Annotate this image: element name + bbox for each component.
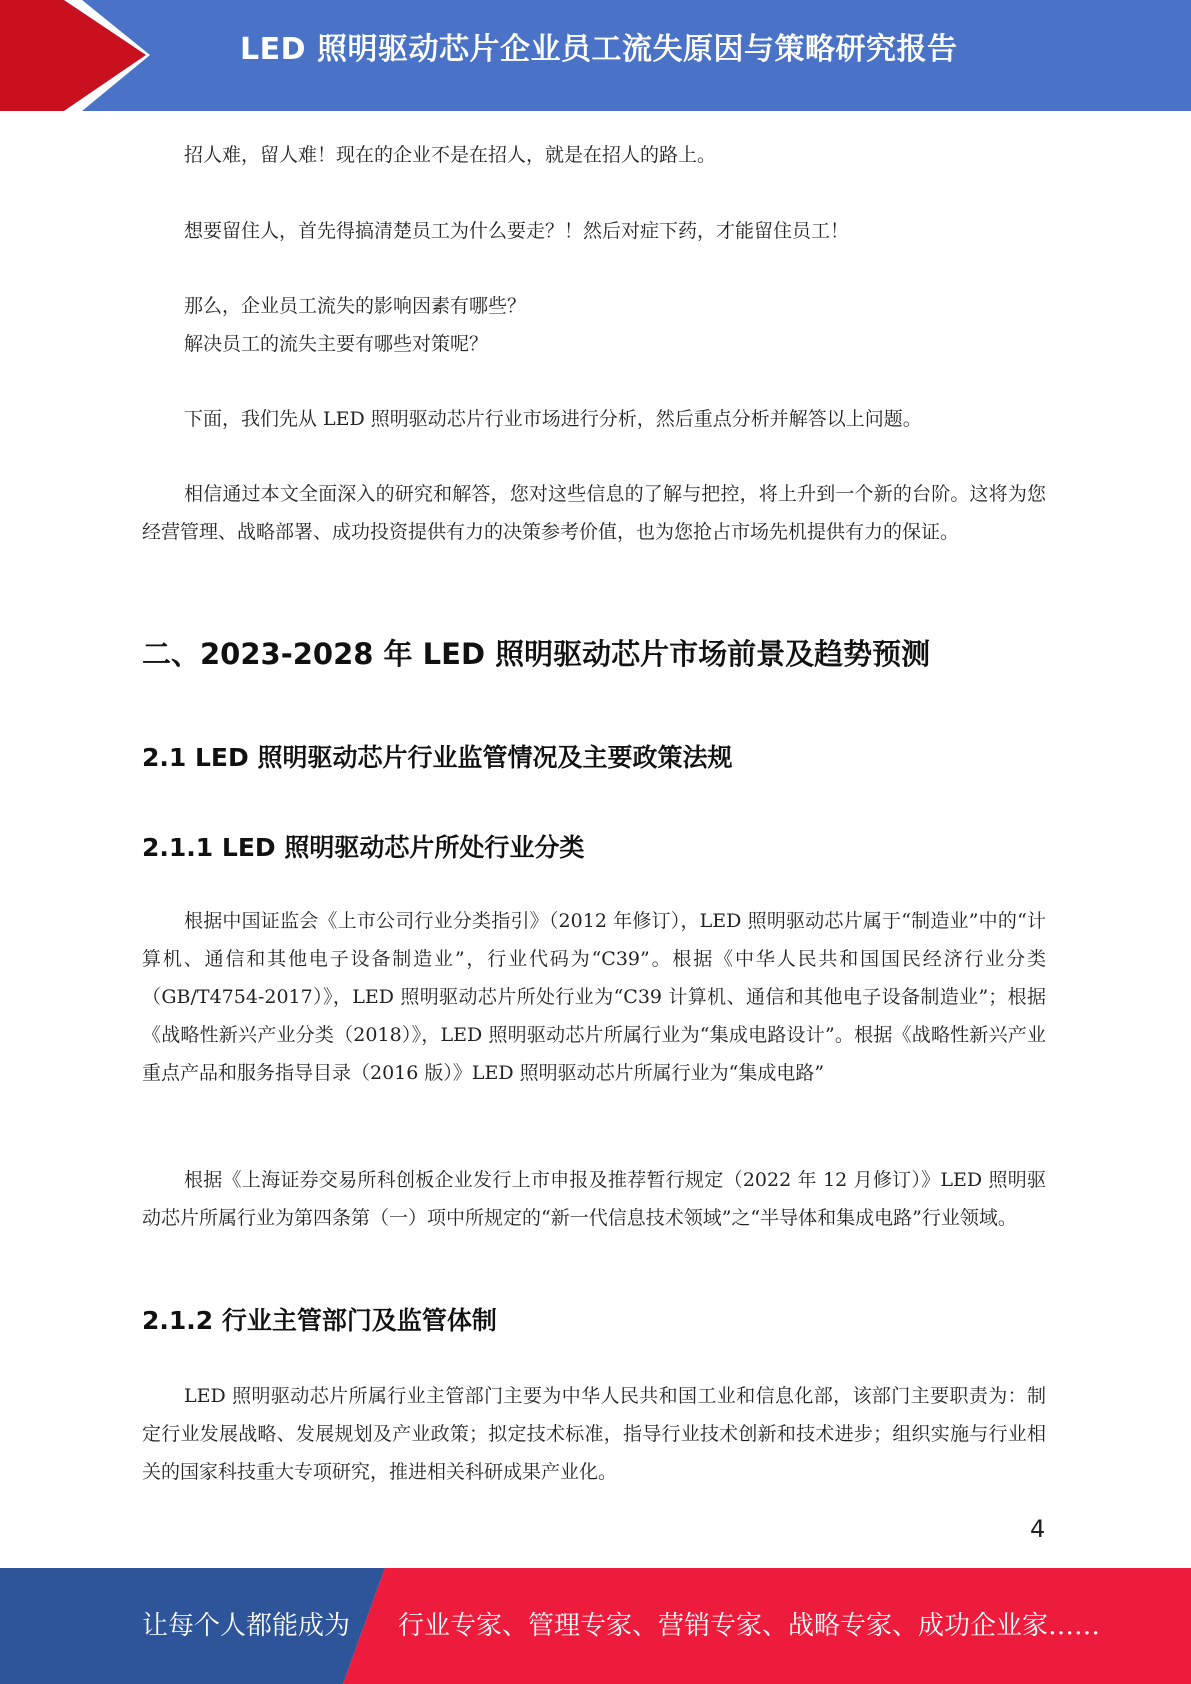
intro-text-5: 相信通过本文全面深入的研究和解答，您对这些信息的了解与把控，将上升到一个新的台阶。这将为您经营管理、战略部署、成功投资提供有力的决策参考价值，也为您抢占市场先机提供有力的保证。 <box>142 483 1046 543</box>
footer-slogan-right: 行业专家、管理专家、营销专家、战略专家、成功企业家…… <box>398 1611 1101 1641</box>
subsection-heading-2-1-1: 2.1.1 LED 照明驱动芯片所处行业分类 <box>142 833 585 862</box>
text-2-1-1-b: 根据《上海证券交易所科创板企业发行上市申报及推荐暂行规定（2022 年 12 月修订）》LED 照明驱动芯片所属行业为第四条第（一）项中所规定的“新一代信息技术领域”之“半导体和集成电路”行业领域。 <box>142 1169 1046 1229</box>
intro-paragraph-1 <box>142 136 1046 174</box>
text-2-1-1-a: 根据中国证监会《上市公司行业分类指引》（2012 年修订），LED 照明驱动芯片属于“制造业”中的“计算机、通信和其他电子设备制造业”，行业代码为“C39”。根据《中华人民共和国国民经济行业分类（GB/T4754-2017）》，LED 照明驱动芯片所处行业为“C39 计算机、通信和其他电子设备制造业”；根据《战略性新兴产业分类（2018）》，LED 照明驱动芯片所属行业为“集成电路设计”。根据《战略性新兴产业重点产品和服务指导目录（2016 版）》LED 照明驱动芯片所属行业为“集成电路” <box>142 910 1046 1084</box>
subsection-heading-2-1-2: 2.1.2 行业主管部门及监管体制 <box>142 1306 497 1335</box>
paragraph-2-1-2 <box>142 1377 1046 1491</box>
paragraph-2-1-1-a <box>142 902 1046 1092</box>
header-banner <box>0 0 1191 111</box>
intro-text-2: 想要留住人，首先得搞清楚员工为什么要走？！然后对症下药，才能留住员工！ <box>184 220 850 242</box>
intro-text-4: 下面，我们先从 LED 照明驱动芯片行业市场进行分析，然后重点分析并解答以上问题。 <box>184 408 922 430</box>
intro-text-3b: 解决员工的流失主要有哪些对策呢？ <box>184 333 489 355</box>
report-title: LED 照明驱动芯片企业员工流失原因与策略研究报告 <box>240 32 958 67</box>
section-heading-2: 二、2023-2028 年 LED 照明驱动芯片市场前景及趋势预测 <box>142 637 931 671</box>
paragraph-2-1-1-b <box>142 1161 1046 1237</box>
intro-paragraph-3 <box>142 287 1046 363</box>
intro-paragraph-5 <box>142 475 1046 551</box>
header-red-arrow <box>0 0 146 111</box>
text-2-1-2: LED 照明驱动芯片所属行业主管部门主要为中华人民共和国工业和信息化部，该部门主要职责为：制定行业发展战略、发展规划及产业政策；拟定技术标准，指导行业技术创新和技术进步；组织实施与行业相关的国家科技重大专项研究，推进相关科研成果产业化。 <box>142 1385 1046 1483</box>
intro-text-3a: 那么，企业员工流失的影响因素有哪些？ <box>184 295 527 317</box>
page-number: 4 <box>1030 1515 1046 1543</box>
footer-slogan-left: 让每个人都能成为 <box>142 1611 351 1641</box>
intro-paragraph-2 <box>142 212 1046 250</box>
footer-banner <box>0 1568 1191 1684</box>
intro-paragraph-4 <box>142 400 1046 438</box>
intro-text-1: 招人难，留人难！现在的企业不是在招人，就是在招人的路上。 <box>184 144 717 166</box>
subsection-heading-2-1: 2.1 LED 照明驱动芯片行业监管情况及主要政策法规 <box>142 743 733 772</box>
